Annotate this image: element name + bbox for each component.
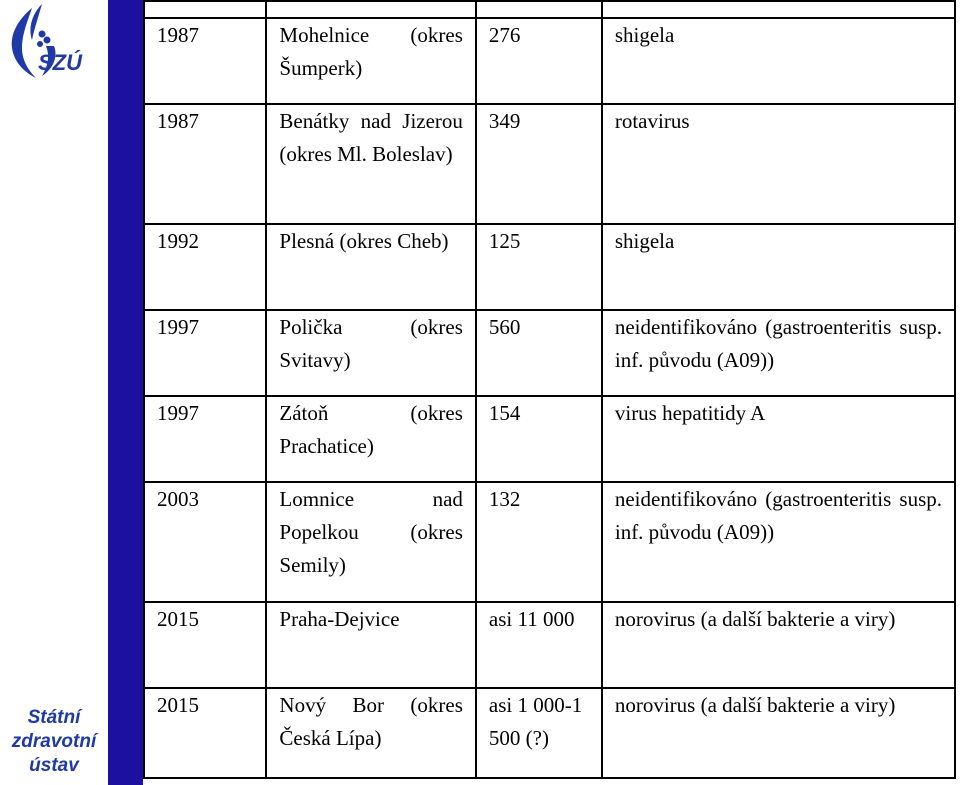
- cell-place: Zátoň (okres Prachatice): [266, 396, 476, 482]
- szu-logo-icon: [2, 0, 92, 90]
- cell-agent: neidentifikováno (gastroenteritis susp. inf. původu (A09)): [602, 310, 955, 396]
- cell-count: 349: [476, 104, 602, 224]
- cell-year: 2015: [144, 688, 266, 778]
- org-line-3: ústav: [29, 755, 79, 776]
- sidebar: [0, 0, 113, 785]
- cell-count: 560: [476, 310, 602, 396]
- cell-year: 1987: [144, 18, 266, 104]
- cell-count: asi 1 000-1 500 (?): [476, 688, 602, 778]
- cell-count: 125: [476, 224, 602, 310]
- table-container: [143, 0, 960, 785]
- cell-place: Nový Bor (okres Česká Lípa): [266, 688, 476, 778]
- cell-agent: shigela: [602, 224, 955, 310]
- cell-count: asi 11 000: [476, 602, 602, 688]
- cell-agent: shigela: [602, 18, 955, 104]
- cell-agent: neidentifikováno (gastroenteritis susp. inf. původu (A09)): [602, 482, 955, 602]
- table-row: [144, 310, 955, 396]
- logo-text: SZÚ: [38, 50, 82, 75]
- cell-place: Polička (okres Svitavy): [266, 310, 476, 396]
- table-row: [144, 602, 955, 688]
- table-row: [144, 224, 955, 310]
- cell-agent: norovirus (a další bakterie a viry): [602, 688, 955, 778]
- cell-place: Mohelnice (okres Šumperk): [266, 18, 476, 104]
- cell-year: 2015: [144, 602, 266, 688]
- cell-year: 1992: [144, 224, 266, 310]
- table-row: [144, 18, 955, 104]
- cell-year: 2003: [144, 482, 266, 602]
- table-row: [144, 688, 955, 778]
- table-row: [144, 396, 955, 482]
- cell-place: Plesná (okres Cheb): [266, 224, 476, 310]
- cell-agent: rotavirus: [602, 104, 955, 224]
- organization-name: [0, 706, 108, 778]
- cell-year: 1997: [144, 396, 266, 482]
- cell-count: 132: [476, 482, 602, 602]
- table-row: [144, 104, 955, 224]
- cell-place: Praha-Dejvice: [266, 602, 476, 688]
- org-line-1: Státní: [27, 707, 81, 728]
- cell-count: 276: [476, 18, 602, 104]
- cell-year: 1987: [144, 104, 266, 224]
- outbreaks-table: [143, 0, 956, 779]
- cell-place: Lomnice nad Popelkou (okres Semily): [266, 482, 476, 602]
- cell-year: 1997: [144, 310, 266, 396]
- vertical-blue-bar: [108, 0, 143, 785]
- cell-agent: norovirus (a další bakterie a viry): [602, 602, 955, 688]
- table-row-partial: [144, 1, 955, 18]
- cell-place: Benátky nad Jizerou (okres Ml. Boleslav): [266, 104, 476, 224]
- org-line-2: zdravotní: [11, 731, 97, 752]
- table-row: [144, 482, 955, 602]
- cell-agent: virus hepatitidy A: [602, 396, 955, 482]
- cell-count: 154: [476, 396, 602, 482]
